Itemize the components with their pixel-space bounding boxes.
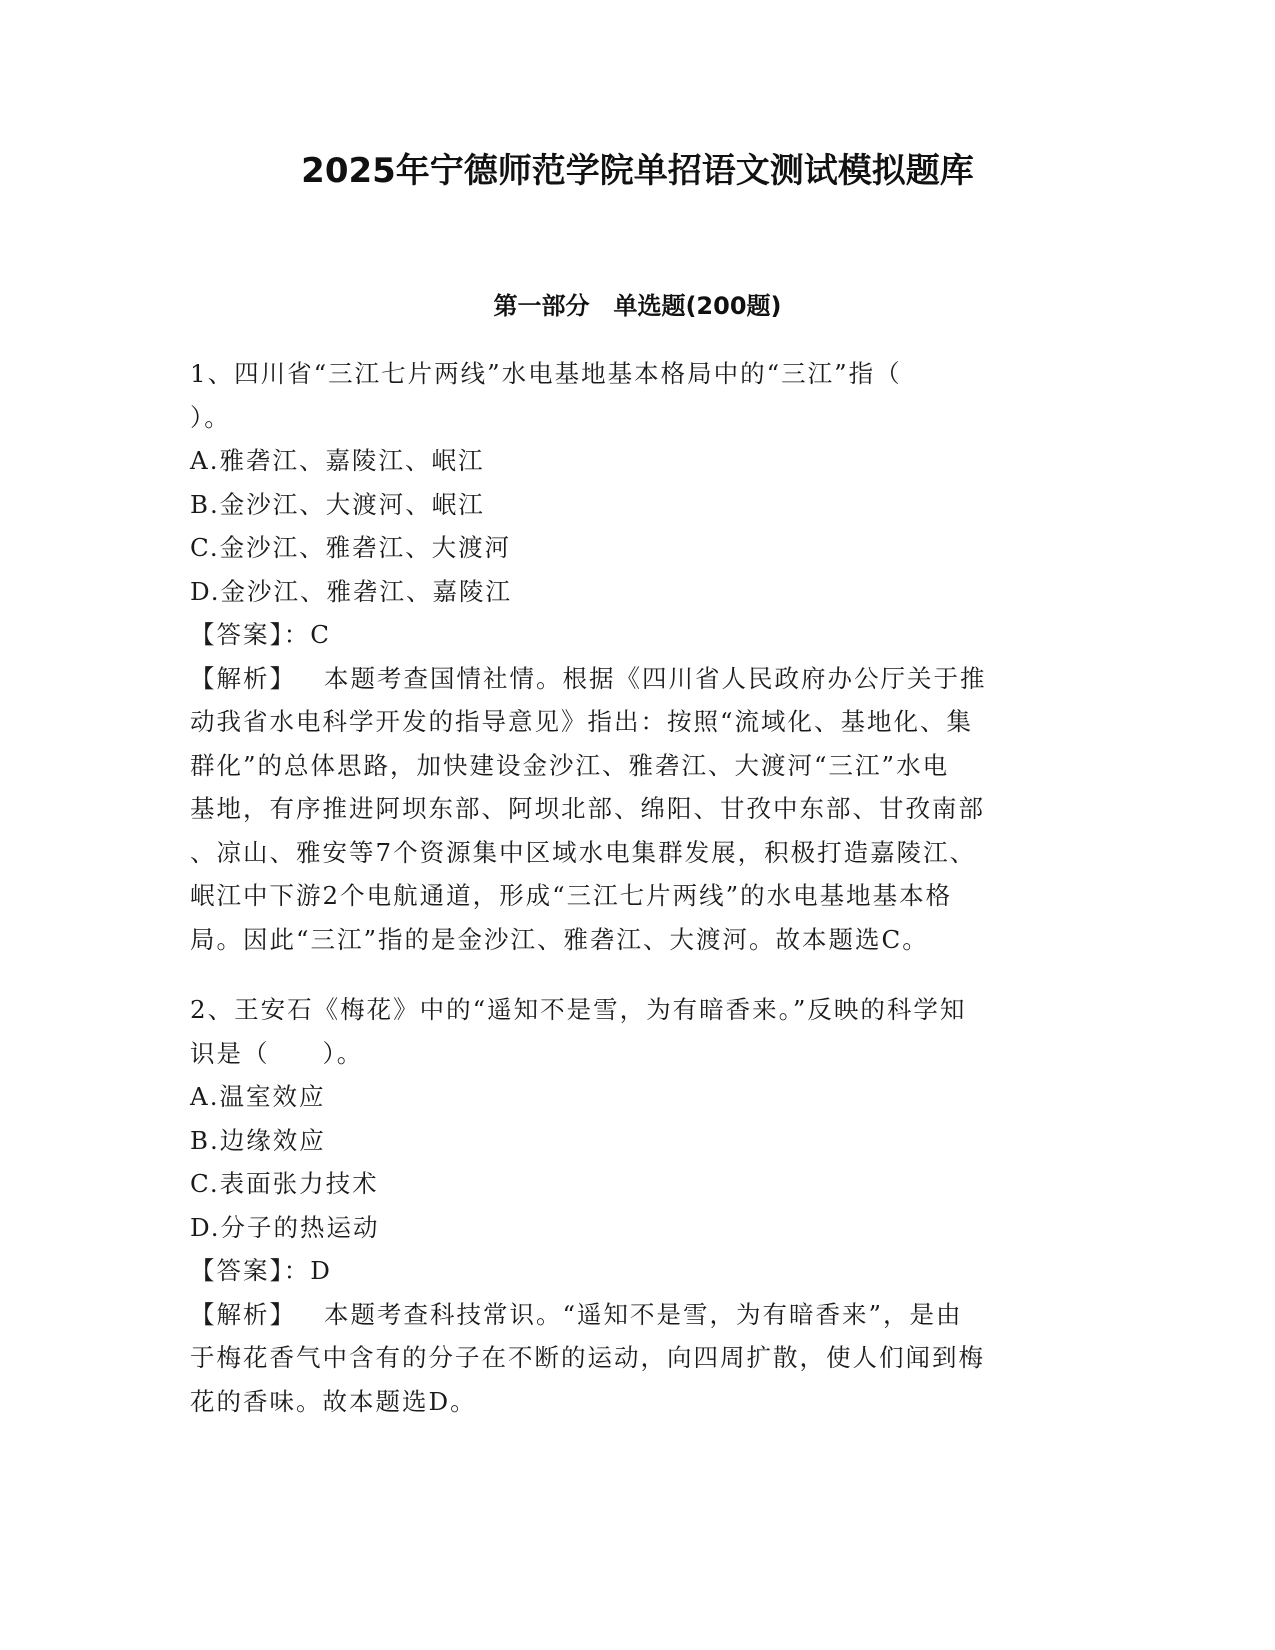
option-d: D.分子的热运动 [190,1212,380,1242]
question-stem-continued: ）。 [190,402,231,432]
analysis-line-1 [190,1293,1080,1337]
question-stem: 1、四川省“三江七片两线”水电基地基本格局中的“三江”指（ [190,359,902,388]
analysis-line-3: 花的香味。故本题选D。 [190,1386,477,1416]
analysis-label: 【解析】 [190,663,296,693]
analysis-line-4: 基地，有序推进阿坝东部、阿坝北部、绵阳、甘孜中东部、甘孜南部 [190,794,985,823]
option-b: B.金沙江、大渡河、岷江 [190,489,485,519]
question-stem: 2、王安石《梅花》中的“遥知不是雪，为有暗香来。”反映的科学知 [190,995,967,1024]
analysis-line-2: 于梅花香气中含有的分子在不断的运动，向四周扩散，使人们闻到梅 [190,1343,985,1372]
option-a: A.温室效应 [190,1082,326,1111]
analysis-label: 【解析】 [190,1299,296,1329]
analysis-line-5: 、凉山、雅安等7个资源集中区域水电集群发展，积极打造嘉陵江、 [190,837,977,867]
question-stem-continued: 识是（ ）。 [190,1038,364,1068]
analysis-text: 本题考查国情社情。根据《四川省人民政府办公厅关于推 [324,663,987,693]
option-a: A.雅砻江、嘉陵江、岷江 [190,446,485,475]
option-c: C.金沙江、雅砻江、大渡河 [190,533,512,562]
option-b: B.边缘效应 [190,1125,326,1155]
analysis-text: 本题考查科技常识。“遥知不是雪，为有暗香来”，是由 [324,1299,963,1329]
analysis-line-2: 动我省水电科学开发的指导意见》指出：按照“流域化、基地化、集 [190,707,974,736]
question-1 [190,352,1080,961]
analysis-line-7: 局。因此“三江”指的是金沙江、雅砻江、大渡河。故本题选C。 [190,924,929,954]
document-title: 2025年宁德师范学院单招语文测试模拟题库 [301,151,974,191]
option-d: D.金沙江、雅砻江、嘉陵江 [190,576,513,606]
answer: 【答案】：D [190,1256,332,1285]
answer: 【答案】：C [190,620,331,649]
option-c: C.表面张力技术 [190,1169,379,1198]
analysis-line-6: 岷江中下游2个电航通道，形成“三江七片两线”的水电基地基本格 [190,881,953,910]
analysis-line-1 [190,657,1080,701]
question-2 [190,988,1080,1423]
section-title: 第一部分 单选题(200题) [493,292,782,320]
analysis-line-3: 群化”的总体思路，加快建设金沙江、雅砻江、大渡河“三江”水电 [190,750,950,780]
